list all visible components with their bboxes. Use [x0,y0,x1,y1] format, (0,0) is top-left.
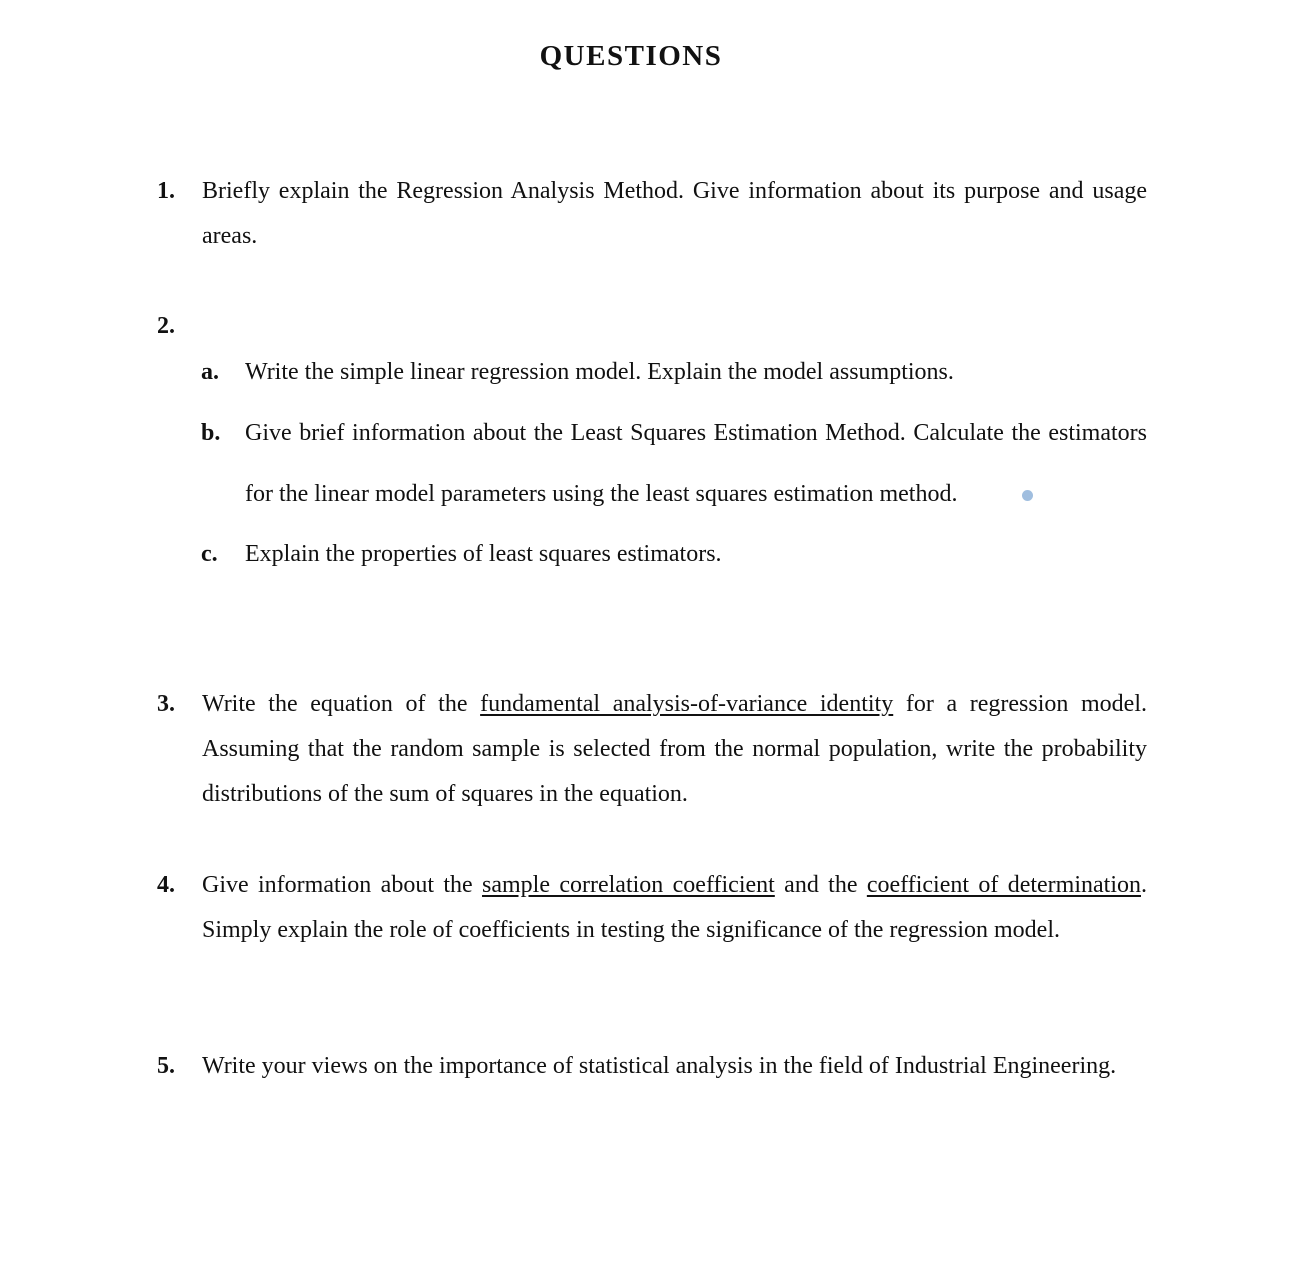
question-text: Write your views on the importance of statistical analysis in the field of Industrial Engineering. [202,1053,1117,1079]
page-title: QUESTIONS [539,40,723,72]
sub-question-text: Give brief information about the Least Squares Estimation Method. Calculate the estimators for the linear model parameters using the least squares estimation method. [245,420,1147,507]
underlined-term: coefficient of determination [866,872,1141,898]
question-text-part: . Simply explain the role of coefficients in testing the significance of the regression model. [202,872,1147,943]
question-text [202,682,1147,817]
text-cursor-marker [1022,490,1033,501]
question-1 [157,169,1147,259]
sub-question-text: Write the simple linear regression model. Explain the model assumptions. [245,359,954,385]
question-3 [157,682,1147,817]
underlined-term: fundamental analysis-of-variance identity [480,691,894,717]
question-text-part: and the [774,872,867,898]
question-number: 1. [157,178,175,204]
question-2c [201,524,1147,585]
question-number: 4. [157,872,175,898]
question-number: 5. [157,1053,175,1079]
underlined-term: sample correlation coefficient [482,872,775,898]
question-text-part: Give information about the [202,872,483,898]
question-2a [201,342,1147,403]
question-number: 2. [157,313,175,339]
question-text-part: for a regression model. Assuming that the random sample is selected from the normal population, write the probability distributions of the sum of squares in the equation. [202,691,1148,807]
sub-question-text: Explain the properties of least squares estimators. [245,541,722,567]
question-4 [157,863,1147,953]
question-text [202,863,1147,953]
question-2b [201,403,1147,525]
sub-question-letter: c. [201,541,218,567]
question-5 [157,1044,1147,1089]
question-number: 3. [157,691,175,717]
sub-question-letter: b. [201,420,221,446]
question-text-part: Write the equation of the [202,691,481,717]
question-text: Briefly explain the Regression Analysis Method. Give information about its purpose and usage areas. [202,178,1147,249]
sub-question-letter: a. [201,359,219,385]
